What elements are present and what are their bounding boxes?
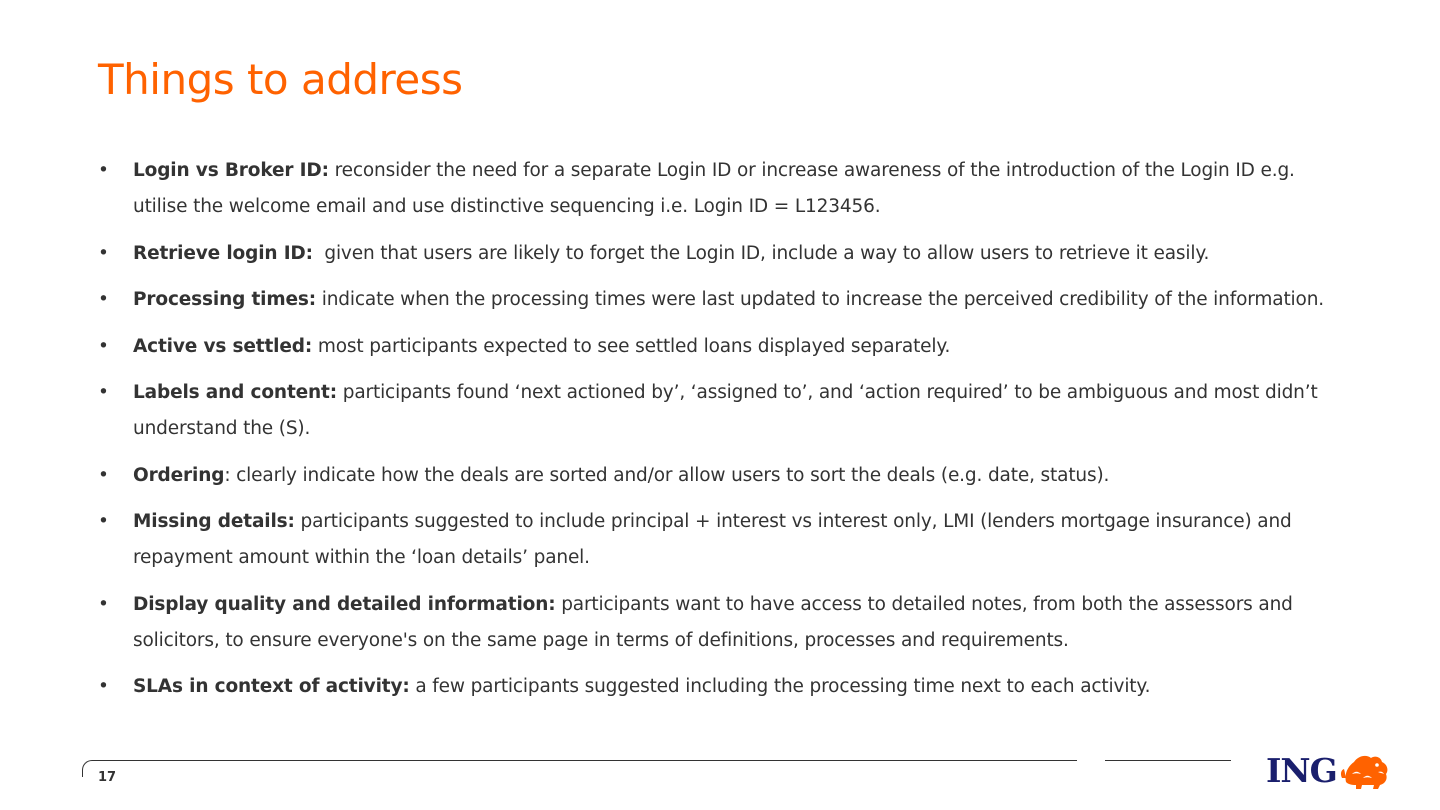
bullet-marker: • — [98, 335, 109, 357]
bullet-marker: • — [98, 242, 109, 264]
bullet-item — [98, 669, 1343, 705]
bullet-item — [98, 236, 1343, 272]
bullet-lead: Missing details: — [133, 511, 295, 532]
bullet-marker: • — [98, 511, 109, 532]
bullet-text: : clearly indicate how the deals are sorted and/or allow users to sort the deals (e.g. date, status). — [224, 464, 1110, 486]
page-number: 17 — [98, 770, 117, 785]
bullet-list — [98, 153, 1343, 716]
bullet-item — [98, 504, 1343, 576]
bullet-marker: • — [98, 382, 109, 403]
footer-curve — [82, 760, 93, 777]
bullet-text: reconsider the need for a separate Login ID or increase awareness of the introduction of the Login ID e.g. utilise the welcome email and use distinctive sequencing i.e. Login ID = L123456. — [133, 160, 1295, 217]
bullet-item — [98, 375, 1343, 447]
bullet-lead: Login vs Broker ID: — [133, 160, 329, 181]
footer-rule — [92, 760, 1077, 761]
ing-logo — [1266, 750, 1390, 792]
bullet-marker: • — [98, 464, 109, 486]
logo-text: ING — [1266, 751, 1337, 790]
bullet-item — [98, 282, 1343, 318]
bullet-lead: Ordering — [133, 464, 225, 486]
bullet-item — [98, 329, 1343, 365]
lion-icon — [1340, 752, 1390, 790]
bullet-lead: Processing times: — [133, 289, 316, 310]
bullet-text: participants want to have access to detailed notes, from both the assessors and solicitors, to ensure everyone's on the same page in terms of definitions, processes and requirements. — [133, 593, 1293, 651]
bullet-text: most participants expected to see settled loans displayed separately. — [312, 335, 951, 357]
bullet-lead: SLAs in context of activity: — [133, 676, 410, 697]
bullet-item — [98, 153, 1343, 225]
bullet-lead: Labels and content: — [133, 382, 337, 403]
bullet-marker: • — [98, 160, 109, 181]
bullet-marker: • — [98, 593, 109, 615]
bullet-item — [98, 458, 1343, 494]
bullet-marker: • — [98, 289, 109, 310]
bullet-lead: Retrieve login ID: — [133, 242, 313, 264]
bullet-text: given that users are likely to forget the Login ID, include a way to allow users to retrieve it easily. — [312, 242, 1210, 264]
bullet-text: indicate when the processing times were last updated to increase the perceived credibility of the information. — [316, 289, 1325, 310]
bullet-lead: Display quality and detailed information: — [133, 593, 556, 615]
bullet-text: participants found ‘next actioned by’, ‘assigned to’, and ‘action required’ to be ambiguous and most didn’t understand the (S). — [133, 382, 1318, 439]
footer-rule-short — [1105, 760, 1231, 761]
bullet-text: participants suggested to include principal + interest vs interest only, LMI (lenders mortgage insurance) and repayment amount within the ‘loan details’ panel. — [133, 511, 1292, 568]
bullet-lead: Active vs settled: — [133, 335, 313, 357]
slide-title: Things to address — [98, 55, 463, 104]
bullet-marker: • — [98, 676, 109, 697]
bullet-item — [98, 587, 1343, 659]
bullet-text: a few participants suggested including the processing time next to each activity. — [409, 676, 1151, 697]
